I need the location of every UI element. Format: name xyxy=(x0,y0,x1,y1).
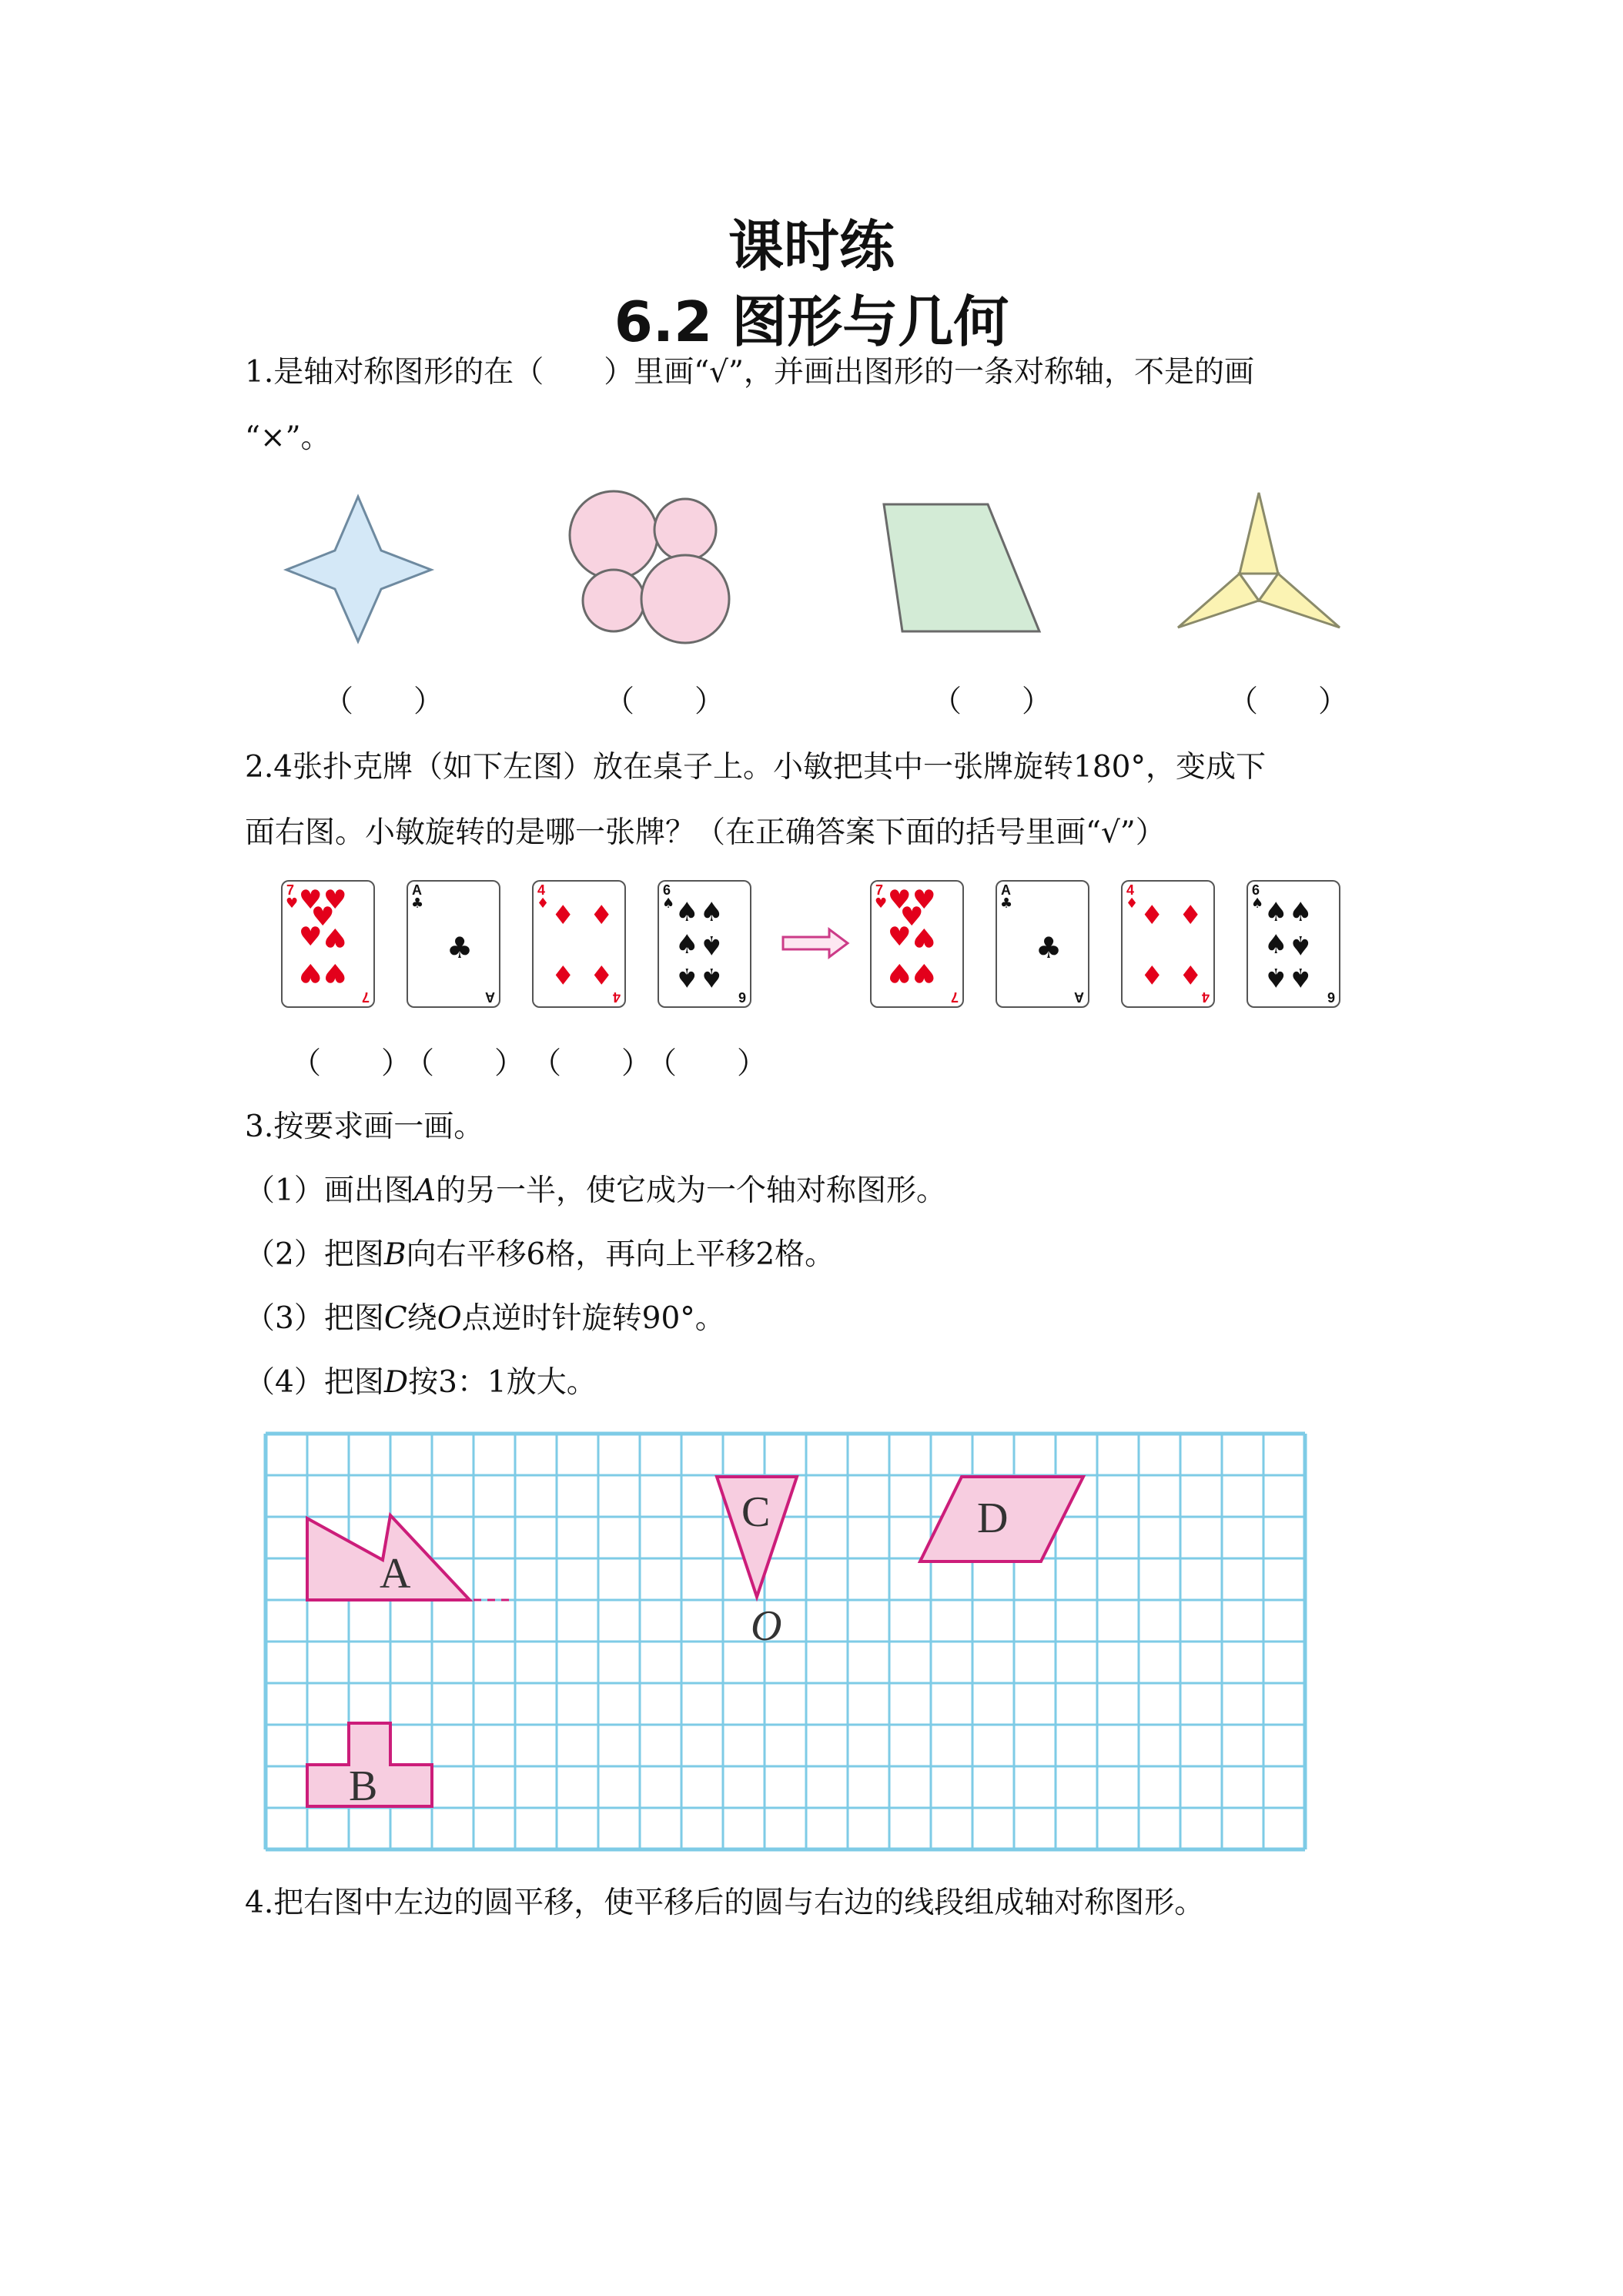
q1-trapezoid-figure xyxy=(884,504,1039,631)
spades-pip-icon: ♠ xyxy=(700,962,724,992)
q3-item-1: （1）画出图A的另一半，使它成为一个轴对称图形。 xyxy=(245,1173,947,1208)
card-rank-bottom: A xyxy=(485,989,495,1005)
spades-pip-icon: ♠ xyxy=(675,897,699,928)
q1-answer-paren-4[interactable]: （ ） xyxy=(1228,684,1349,719)
diamonds-pip-icon: ♦ xyxy=(1140,900,1164,931)
q1-answer-paren-2[interactable]: （ ） xyxy=(604,684,725,719)
shape-b-label: B xyxy=(349,1762,378,1810)
hearts-pip-icon: ♥ xyxy=(323,957,347,988)
card-rank: 6 xyxy=(1252,882,1260,898)
original-card-4[interactable] xyxy=(658,880,751,1008)
hearts-pip-icon: ♥ xyxy=(912,922,936,952)
hearts-pip-icon: ♥ xyxy=(888,885,912,915)
shape-c-label: C xyxy=(741,1488,771,1536)
q3-grid[interactable] xyxy=(266,1434,1328,1849)
hearts-pip-icon: ♥ xyxy=(299,922,323,952)
q1-figures xyxy=(0,0,1623,693)
hearts-pip-icon: ♥ xyxy=(888,922,912,952)
diamonds-pip-icon: ♦ xyxy=(551,900,575,931)
after-card-2[interactable] xyxy=(996,880,1089,1008)
hearts-pip-icon: ♥ xyxy=(323,922,347,952)
after-card-3[interactable] xyxy=(1121,880,1215,1008)
spades-pip-icon: ♠ xyxy=(675,962,699,992)
card-suit-small-icon: ♥ xyxy=(875,895,888,912)
q3-item-2: （2）把图B向右平移6格，再向上平移2格。 xyxy=(245,1237,835,1272)
spades-pip-icon: ♠ xyxy=(700,897,724,928)
spades-pip-icon: ♠ xyxy=(1264,929,1288,960)
after-card-4[interactable] xyxy=(1247,880,1340,1008)
diamonds-pip-icon: ♦ xyxy=(551,959,575,989)
card-rank: 4 xyxy=(537,882,546,898)
card-rank-bottom: 7 xyxy=(950,989,959,1005)
spades-pip-icon: ♠ xyxy=(1289,897,1313,928)
q1-answer-paren-3[interactable]: （ ） xyxy=(932,684,1052,719)
card-rank-bottom: 4 xyxy=(612,989,621,1005)
q3-intro: 3.按要求画一画。 xyxy=(245,1110,484,1144)
diamonds-pip-icon: ♦ xyxy=(590,900,614,931)
original-card-3[interactable] xyxy=(532,880,626,1008)
arrow-right-icon xyxy=(783,929,848,957)
spades-pip-icon: ♠ xyxy=(1289,962,1313,992)
card-rank-bottom: A xyxy=(1074,989,1084,1005)
clubs-pip-icon: ♣ xyxy=(447,931,474,965)
card-rank-bottom: 6 xyxy=(738,989,746,1005)
diamonds-pip-icon: ♦ xyxy=(1179,959,1203,989)
card-rank: 6 xyxy=(663,882,671,898)
card-rank: A xyxy=(412,882,422,898)
hearts-pip-icon: ♥ xyxy=(299,957,323,988)
card-rank-bottom: 4 xyxy=(1201,989,1210,1005)
after-card-1[interactable] xyxy=(870,880,964,1008)
diamonds-pip-icon: ♦ xyxy=(1140,959,1164,989)
hearts-pip-icon: ♥ xyxy=(912,957,936,988)
q4-text: 4.把右图中左边的圆平移，使平移后的圆与右边的线段组成轴对称图形。 xyxy=(245,1886,1205,1920)
q1-triangle-figure xyxy=(1178,493,1340,628)
original-card-1[interactable] xyxy=(281,880,375,1008)
card-suit-small-icon: ♠ xyxy=(662,895,675,912)
q2-answer-paren-1[interactable]: （ ） xyxy=(291,1046,412,1081)
shape-a-label: A xyxy=(380,1550,411,1598)
q3-item-4: （4）把图D按3：1放大。 xyxy=(245,1365,597,1400)
hearts-pip-icon: ♥ xyxy=(299,885,323,915)
q3-item-3: （3）把图C绕O点逆时针旋转90°。 xyxy=(245,1301,725,1336)
q2-arrow xyxy=(781,928,851,959)
q1-answer-paren-1[interactable]: （ ） xyxy=(323,684,444,719)
clubs-pip-icon: ♣ xyxy=(1036,931,1062,965)
card-rank-bottom: 6 xyxy=(1327,989,1335,1005)
hearts-pip-icon: ♥ xyxy=(888,957,912,988)
shape-d-label: D xyxy=(977,1494,1009,1542)
spades-pip-icon: ♠ xyxy=(1264,897,1288,928)
diamonds-pip-icon: ♦ xyxy=(590,959,614,989)
diamonds-pip-icon: ♦ xyxy=(1179,900,1203,931)
card-suit-small-icon: ♥ xyxy=(286,895,299,912)
card-rank: 4 xyxy=(1126,882,1135,898)
spades-pip-icon: ♠ xyxy=(1289,929,1313,960)
original-card-2[interactable] xyxy=(407,880,500,1008)
card-suit-small-icon: ♦ xyxy=(537,895,550,912)
card-rank: 7 xyxy=(286,882,295,898)
card-rank: A xyxy=(1001,882,1011,898)
spades-pip-icon: ♠ xyxy=(1264,962,1288,992)
q2-text-line1: 2.4张扑克牌（如下左图）放在桌子上。小敏把其中一张牌旋转180°，变成下 xyxy=(245,750,1266,785)
point-o-label: O xyxy=(751,1602,782,1650)
hearts-pip-icon: ♥ xyxy=(323,885,347,915)
card-suit-small-icon: ♦ xyxy=(1126,895,1139,912)
hearts-pip-icon: ♥ xyxy=(912,885,936,915)
q2-text-line2: 面右图。小敏旋转的是哪一张牌？（在正确答案下面的括号里画“√”） xyxy=(245,815,1166,850)
q1-circles-figure xyxy=(570,491,729,643)
q2-answer-paren-2[interactable]: （ ） xyxy=(404,1046,525,1081)
spades-pip-icon: ♠ xyxy=(675,929,699,960)
card-suit-small-icon: ♣ xyxy=(411,895,424,912)
q1-text-line2: “×”。 xyxy=(245,420,331,455)
q2-answer-paren-3[interactable]: （ ） xyxy=(531,1046,652,1081)
q1-text-line1: 1.是轴对称图形的在（ ）里画“√”，并画出图形的一条对称轴，不是的画 xyxy=(245,355,1254,390)
page-subtitle: 6.2 图形与几何 xyxy=(614,290,1009,354)
card-rank-bottom: 7 xyxy=(361,989,370,1005)
q1-star-figure xyxy=(286,497,431,641)
q2-answer-paren-4[interactable]: （ ） xyxy=(647,1046,768,1081)
spades-pip-icon: ♠ xyxy=(700,929,724,960)
page-title: 课时练 xyxy=(728,214,895,279)
hearts-pip-icon: ♥ xyxy=(311,902,335,932)
card-rank: 7 xyxy=(875,882,884,898)
card-suit-small-icon: ♠ xyxy=(1251,895,1264,912)
card-suit-small-icon: ♣ xyxy=(1000,895,1013,912)
hearts-pip-icon: ♥ xyxy=(900,902,924,932)
